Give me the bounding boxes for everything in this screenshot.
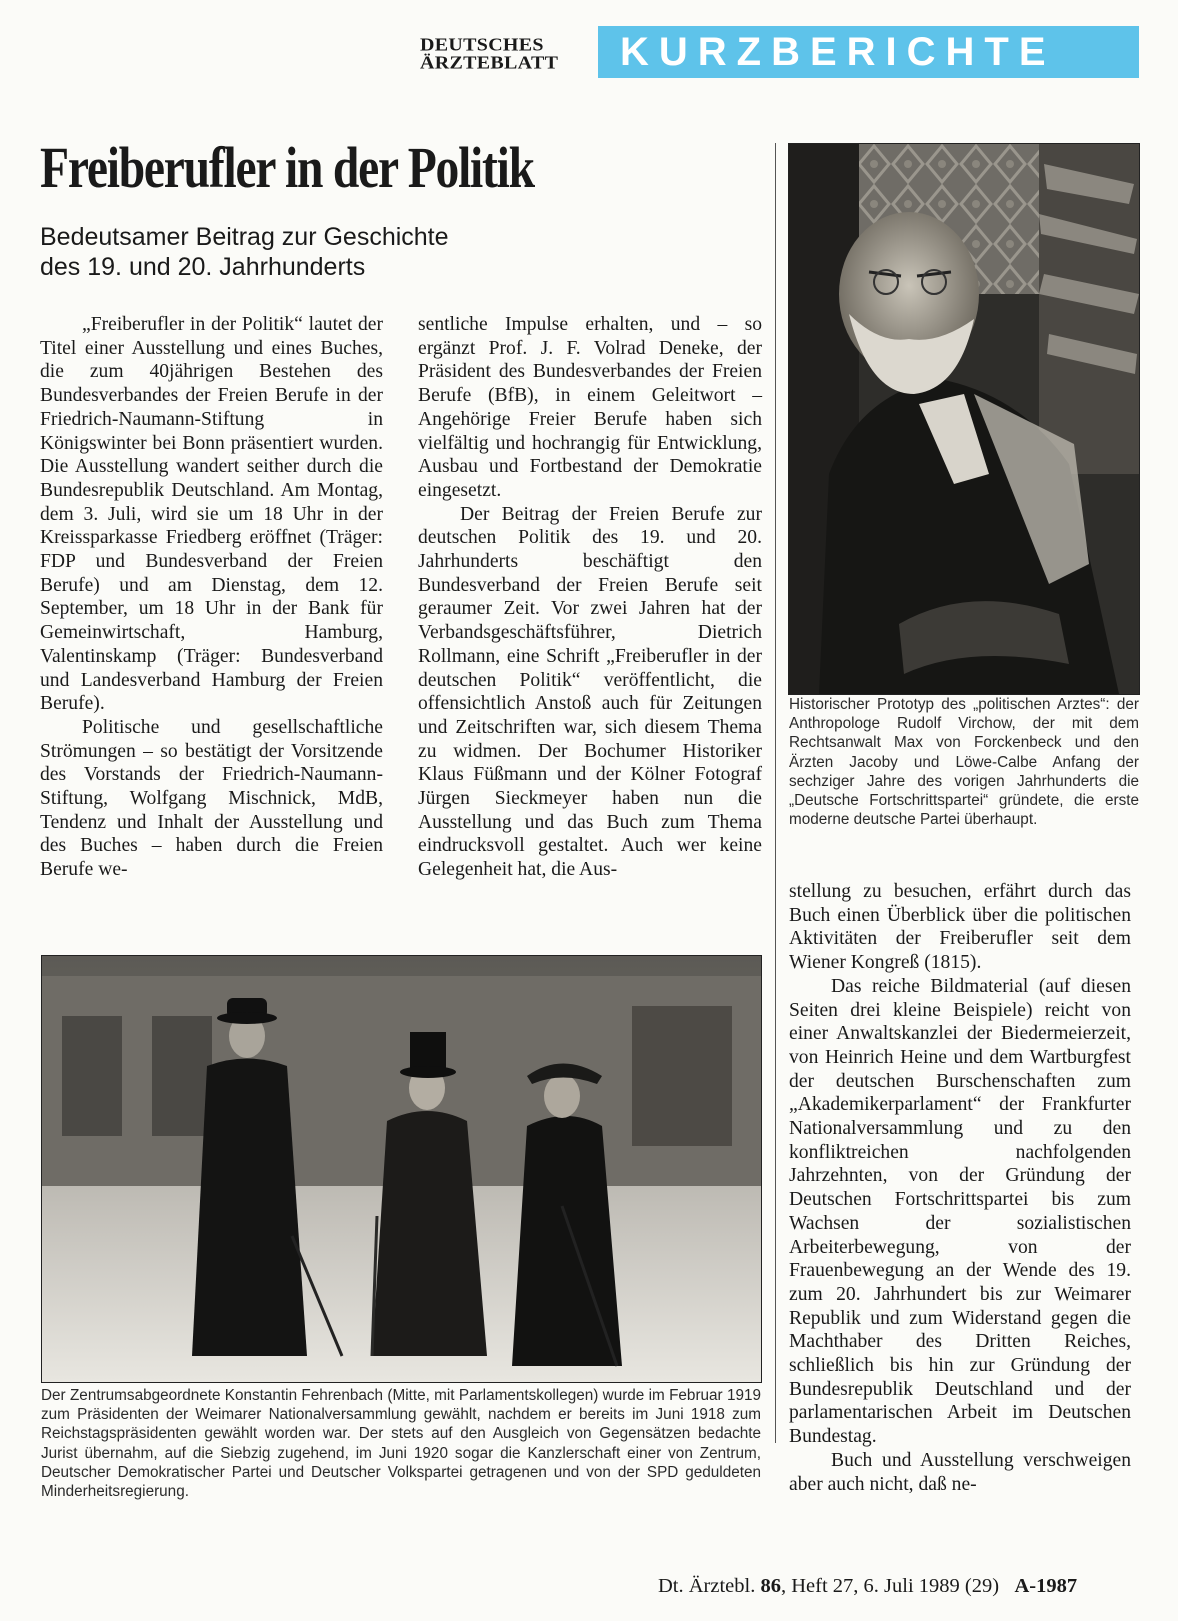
paragraph: Das reiche Bildmaterial (auf diesen Seiten drei kleine Beispiele) reicht von einer Anwaltskanzlei der Biedermeierzeit, von Heinrich Heine und dem Wartburgfest der deutschen Burschenschaften zum „Akademikerparlament“ der Frankfurter Nationalversammlung und zu den konfliktreichen nachfolgenden Jahrzehnten, von der Gründung der Deutschen Fortschrittspartei bis zum Wachsen der sozialistischen Arbeiterbewegung, von der Frauenbewegung an der Wende des 19. zum 20. Jahrhundert bis zur Weimarer Republik und zum Widerstand gegen die Machthaber des Dritten Reiches, schließlich bis hin zur Gründung der Bundesrepublik Deutschland und der parlamentarischen Arbeit im Deutschen Bundestag.	[789, 975, 1131, 1448]
journal-logo	[420, 36, 558, 72]
column-divider	[775, 143, 776, 1443]
journal-abbrev: Dt. Ärztebl.	[658, 1575, 756, 1597]
fehrenbach-caption: Der Zentrumsabgeordnete Konstantin Fehrenbach (Mitte, mit Parlamentskollegen) wurde im Februar 1919 zum Präsidenten der Weimarer Nationalversammlung gewählt, nachdem er bereits im Juni 1918 zum Reichstagspräsidenten gewählt worden war. Der stets auf den Ausgleich von Gegensätzen bedachte Jurist übernahm, auf die Siebzig zugehend, im Juni 1920 sogar die Kanzlerschaft einer von Zentrum, Deutscher Demokratischer Partei und Deutscher Volkspartei getragenen und von der SPD geduldeten Minderheitsregierung.	[41, 1387, 761, 1501]
section-banner: KURZBERICHTE	[598, 26, 1139, 78]
logo-line-1: DEUTSCHES	[420, 35, 544, 55]
fehrenbach-photo	[41, 955, 762, 1383]
subhead-line-1: Bedeutsamer Beitrag zur Geschichte	[40, 223, 449, 251]
paragraph: sentliche Impulse erhalten, und – so ergänzt Prof. J. F. Volrad Deneke, der Präsident des Bundesverbandes der Freien Berufe (BfB), in einem Geleitwort – Angehörige Freier Berufe haben sich vielfältig und hochrangig für Entwicklung, Ausbau und Fortbestand der Demokratie eingesetzt.	[418, 314, 762, 501]
text-column-1	[40, 313, 383, 882]
paragraph: stellung zu besuchen, erfährt durch das Buch einen Überblick über die politischen Aktivitäten der Freiberufler seit dem Wiener Kongreß (1815).	[789, 881, 1131, 974]
volume-number: 86	[760, 1575, 781, 1597]
issue-info: , Heft 27, 6. Juli 1989 (29)	[780, 1575, 1000, 1597]
subhead-line-2: des 19. und 20. Jahrhunderts	[40, 253, 366, 281]
text-column-3	[789, 880, 1131, 1496]
article-subhead	[40, 222, 660, 282]
article-headline: Freiberufler in der Politik	[40, 135, 534, 200]
paragraph: Buch und Ausstellung verschweigen aber auch nicht, daß ne-	[789, 1449, 1131, 1495]
logo-line-2: ÄRZTEBLATT	[420, 53, 559, 73]
paragraph: „Freiberufler in der Politik“ lautet der Titel einer Ausstellung und eines Buches, die zum 40jährigen Bestehen des Bundesverbandes der Freien Berufe in der Friedrich-Naumann-Stiftung in Königswinter bei Bonn präsentiert wurden. Die Ausstellung wandert seither durch die Bundesrepublik Deutschland. Am Montag, dem 3. Juli, wird sie um 18 Uhr in der Kreissparkasse Friedberg eröffnet (Träger: FDP und Bundesverband der Freien Berufe) und am Dienstag, dem 12. September, um 18 Uhr in der Bank für Gemeinwirtschaft, Hamburg, Valentinskamp (Träger: Bundesverband und Landesverband Hamburg der Freien Berufe).	[40, 314, 383, 715]
page-number: A-1987	[1014, 1575, 1078, 1597]
virchow-photo	[788, 143, 1140, 695]
paragraph: Der Beitrag der Freien Berufe zur deutschen Politik des 19. und 20. Jahrhunderts beschäftigt den Bundesverband der Freien Berufe seit geraumer Zeit. Vor zwei Jahren hat der Verbandsgeschäftsführer, Dietrich Rollmann, eine Schrift „Freiberufler in der deutschen Politik“ veröffentlicht, die offensichtlich Anstoß auch für Zeitungen und Zeitschriften war, sich diesem Thema zu widmen. Der Bochumer Historiker Klaus Füßmann und der Kölner Fotograf Jürgen Sieckmeyer haben nun die Ausstellung und das Buch zum Thema eindrucksvoll gestaltet. Auch wer keine Gelegenheit hat, die Aus-	[418, 503, 762, 881]
page-footer	[658, 1575, 1077, 1598]
virchow-caption: Historischer Prototyp des „politischen Arztes“: der Anthropologe Rudolf Virchow, der mit dem Rechtsanwalt Max von Forckenbeck und den Ärzten Jacoby und Löwe-Calbe Anfang der sechziger Jahre des vorigen Jahrhunderts die „Deutsche Fortschrittspartei“ gründete, die erste moderne deutsche Partei überhaupt.	[789, 696, 1139, 829]
paragraph: Politische und gesellschaftliche Strömungen – so bestätigt der Vorsitzende des Vorstands der Friedrich-Naumann-Stiftung, Wolfgang Mischnick, MdB, Tendenz und Inhalt der Ausstellung und des Buches – haben durch die Freien Berufe we-	[40, 716, 383, 881]
text-column-2	[418, 313, 762, 882]
